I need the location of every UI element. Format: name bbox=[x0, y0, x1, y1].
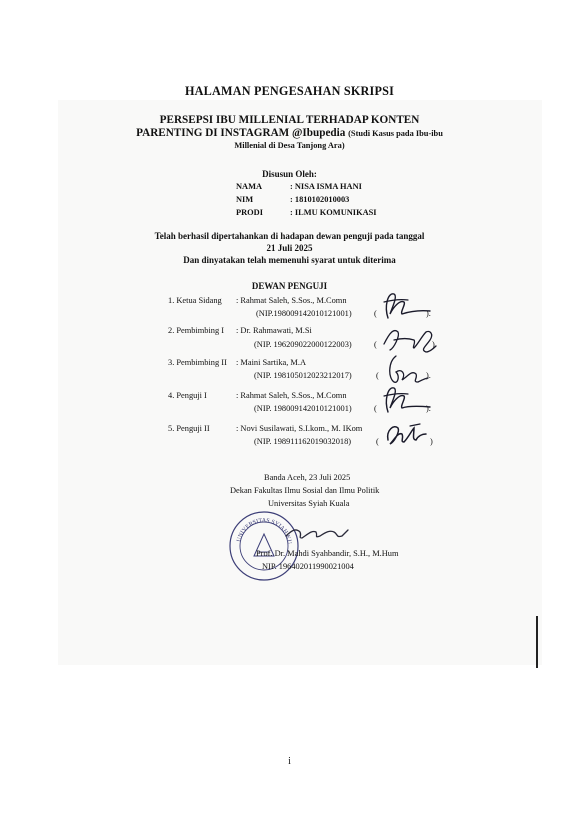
member-2-paren-open: ( bbox=[374, 340, 377, 349]
member-5-name: : Novi Susilawati, S.I.kom., M. IKom bbox=[236, 424, 363, 433]
author-label-name: NAMA bbox=[236, 182, 263, 191]
member-2-role: 2. Pembimbing I bbox=[168, 326, 225, 335]
thesis-title-line-2-main: PARENTING DI INSTAGRAM @Ibupedia bbox=[136, 127, 346, 139]
member-4-paren-close: ). bbox=[426, 404, 431, 413]
signature-member-5 bbox=[384, 418, 428, 448]
member-2-name: : Dr. Rahmawati, M.Si bbox=[236, 326, 312, 335]
member-5-paren-close: ) bbox=[430, 437, 433, 446]
university-name: Universitas Syiah Kuala bbox=[268, 499, 350, 508]
author-heading: Disusun Oleh: bbox=[262, 169, 317, 179]
author-value-prodi: : ILMU KOMUNIKASI bbox=[290, 208, 377, 217]
dean-nip: NIP. 196402011990021004 bbox=[262, 562, 354, 571]
defense-line-3: Dan dinyatakan telah memenuhi syarat untuk diterima bbox=[183, 255, 396, 265]
dean-title: Dekan Fakultas Ilmu Sosial dan Ilmu Politik bbox=[230, 486, 380, 495]
defense-date: 21 Juli 2025 bbox=[266, 243, 313, 253]
member-5-nip: (NIP. 198911162019032018) bbox=[254, 437, 352, 446]
dean-name: Prof. Dr. Mahdi Syahbandir, S.H., M.Hum bbox=[256, 549, 399, 558]
member-3-paren-close: ). bbox=[426, 371, 431, 380]
author-label-nim: NIM bbox=[236, 195, 254, 204]
signature-member-1 bbox=[378, 288, 434, 322]
member-4-name: : Rahmat Saleh, S.Sos., M.Comn bbox=[236, 391, 347, 400]
member-5-paren-open: ( bbox=[376, 437, 379, 446]
member-3-paren-open: ( bbox=[376, 371, 379, 380]
thesis-title-line-1: PERSEPSI IBU MILLENIAL TERHADAP KONTEN bbox=[159, 114, 420, 126]
member-1-nip: (NIP.198009142010121001) bbox=[256, 309, 352, 318]
signature-member-2 bbox=[380, 322, 440, 356]
author-value-name: : NISA ISMA HANI bbox=[290, 182, 362, 191]
thesis-title-line-3: Millenial di Desa Tanjong Ara) bbox=[234, 141, 345, 150]
author-value-nim: : 1810102010003 bbox=[290, 195, 350, 204]
approval-place-date: Banda Aceh, 23 Juli 2025 bbox=[264, 473, 351, 482]
scan-edge-shadow bbox=[536, 616, 538, 668]
author-label-prodi: PRODI bbox=[236, 208, 263, 217]
defense-line-1: Telah berhasil dipertahankan di hadapan dewan penguji pada tanggal bbox=[154, 231, 425, 241]
member-3-role: 3. Pembimbing II bbox=[168, 358, 227, 367]
signature-dean bbox=[282, 520, 352, 544]
thesis-title-line-2 bbox=[0, 127, 579, 139]
member-1-paren-close: ). bbox=[426, 309, 431, 318]
member-1-role: 1. Ketua Sidang bbox=[168, 296, 222, 305]
member-4-nip: (NIP. 198009142010121001) bbox=[254, 404, 352, 413]
seal-text: UNIVERSITAS SYIAH KU bbox=[236, 517, 292, 545]
member-1-name: : Rahmat Saleh, S.Sos., M.Comn bbox=[236, 296, 347, 305]
member-5-role: 5. Penguji II bbox=[168, 424, 210, 433]
member-2-nip: (NIP. 196209022000122003) bbox=[254, 340, 352, 349]
member-3-name: : Maini Sartika, M.A bbox=[236, 358, 307, 367]
member-2-paren-close: ) bbox=[432, 340, 435, 349]
member-4-paren-open: ( bbox=[374, 404, 377, 413]
page-number: i bbox=[288, 756, 291, 767]
thesis-title-line-2-subtitle: (Studi Kasus pada Ibu-ibu bbox=[348, 129, 443, 138]
signature-member-4 bbox=[378, 382, 434, 416]
member-3-nip: (NIP. 198105012023212017) bbox=[254, 371, 352, 380]
page-title: HALAMAN PENGESAHAN SKRIPSI bbox=[184, 84, 395, 98]
board-heading: DEWAN PENGUJI bbox=[251, 281, 328, 291]
member-1-paren-open: ( bbox=[374, 309, 377, 318]
member-4-role: 4. Penguji I bbox=[168, 391, 207, 400]
